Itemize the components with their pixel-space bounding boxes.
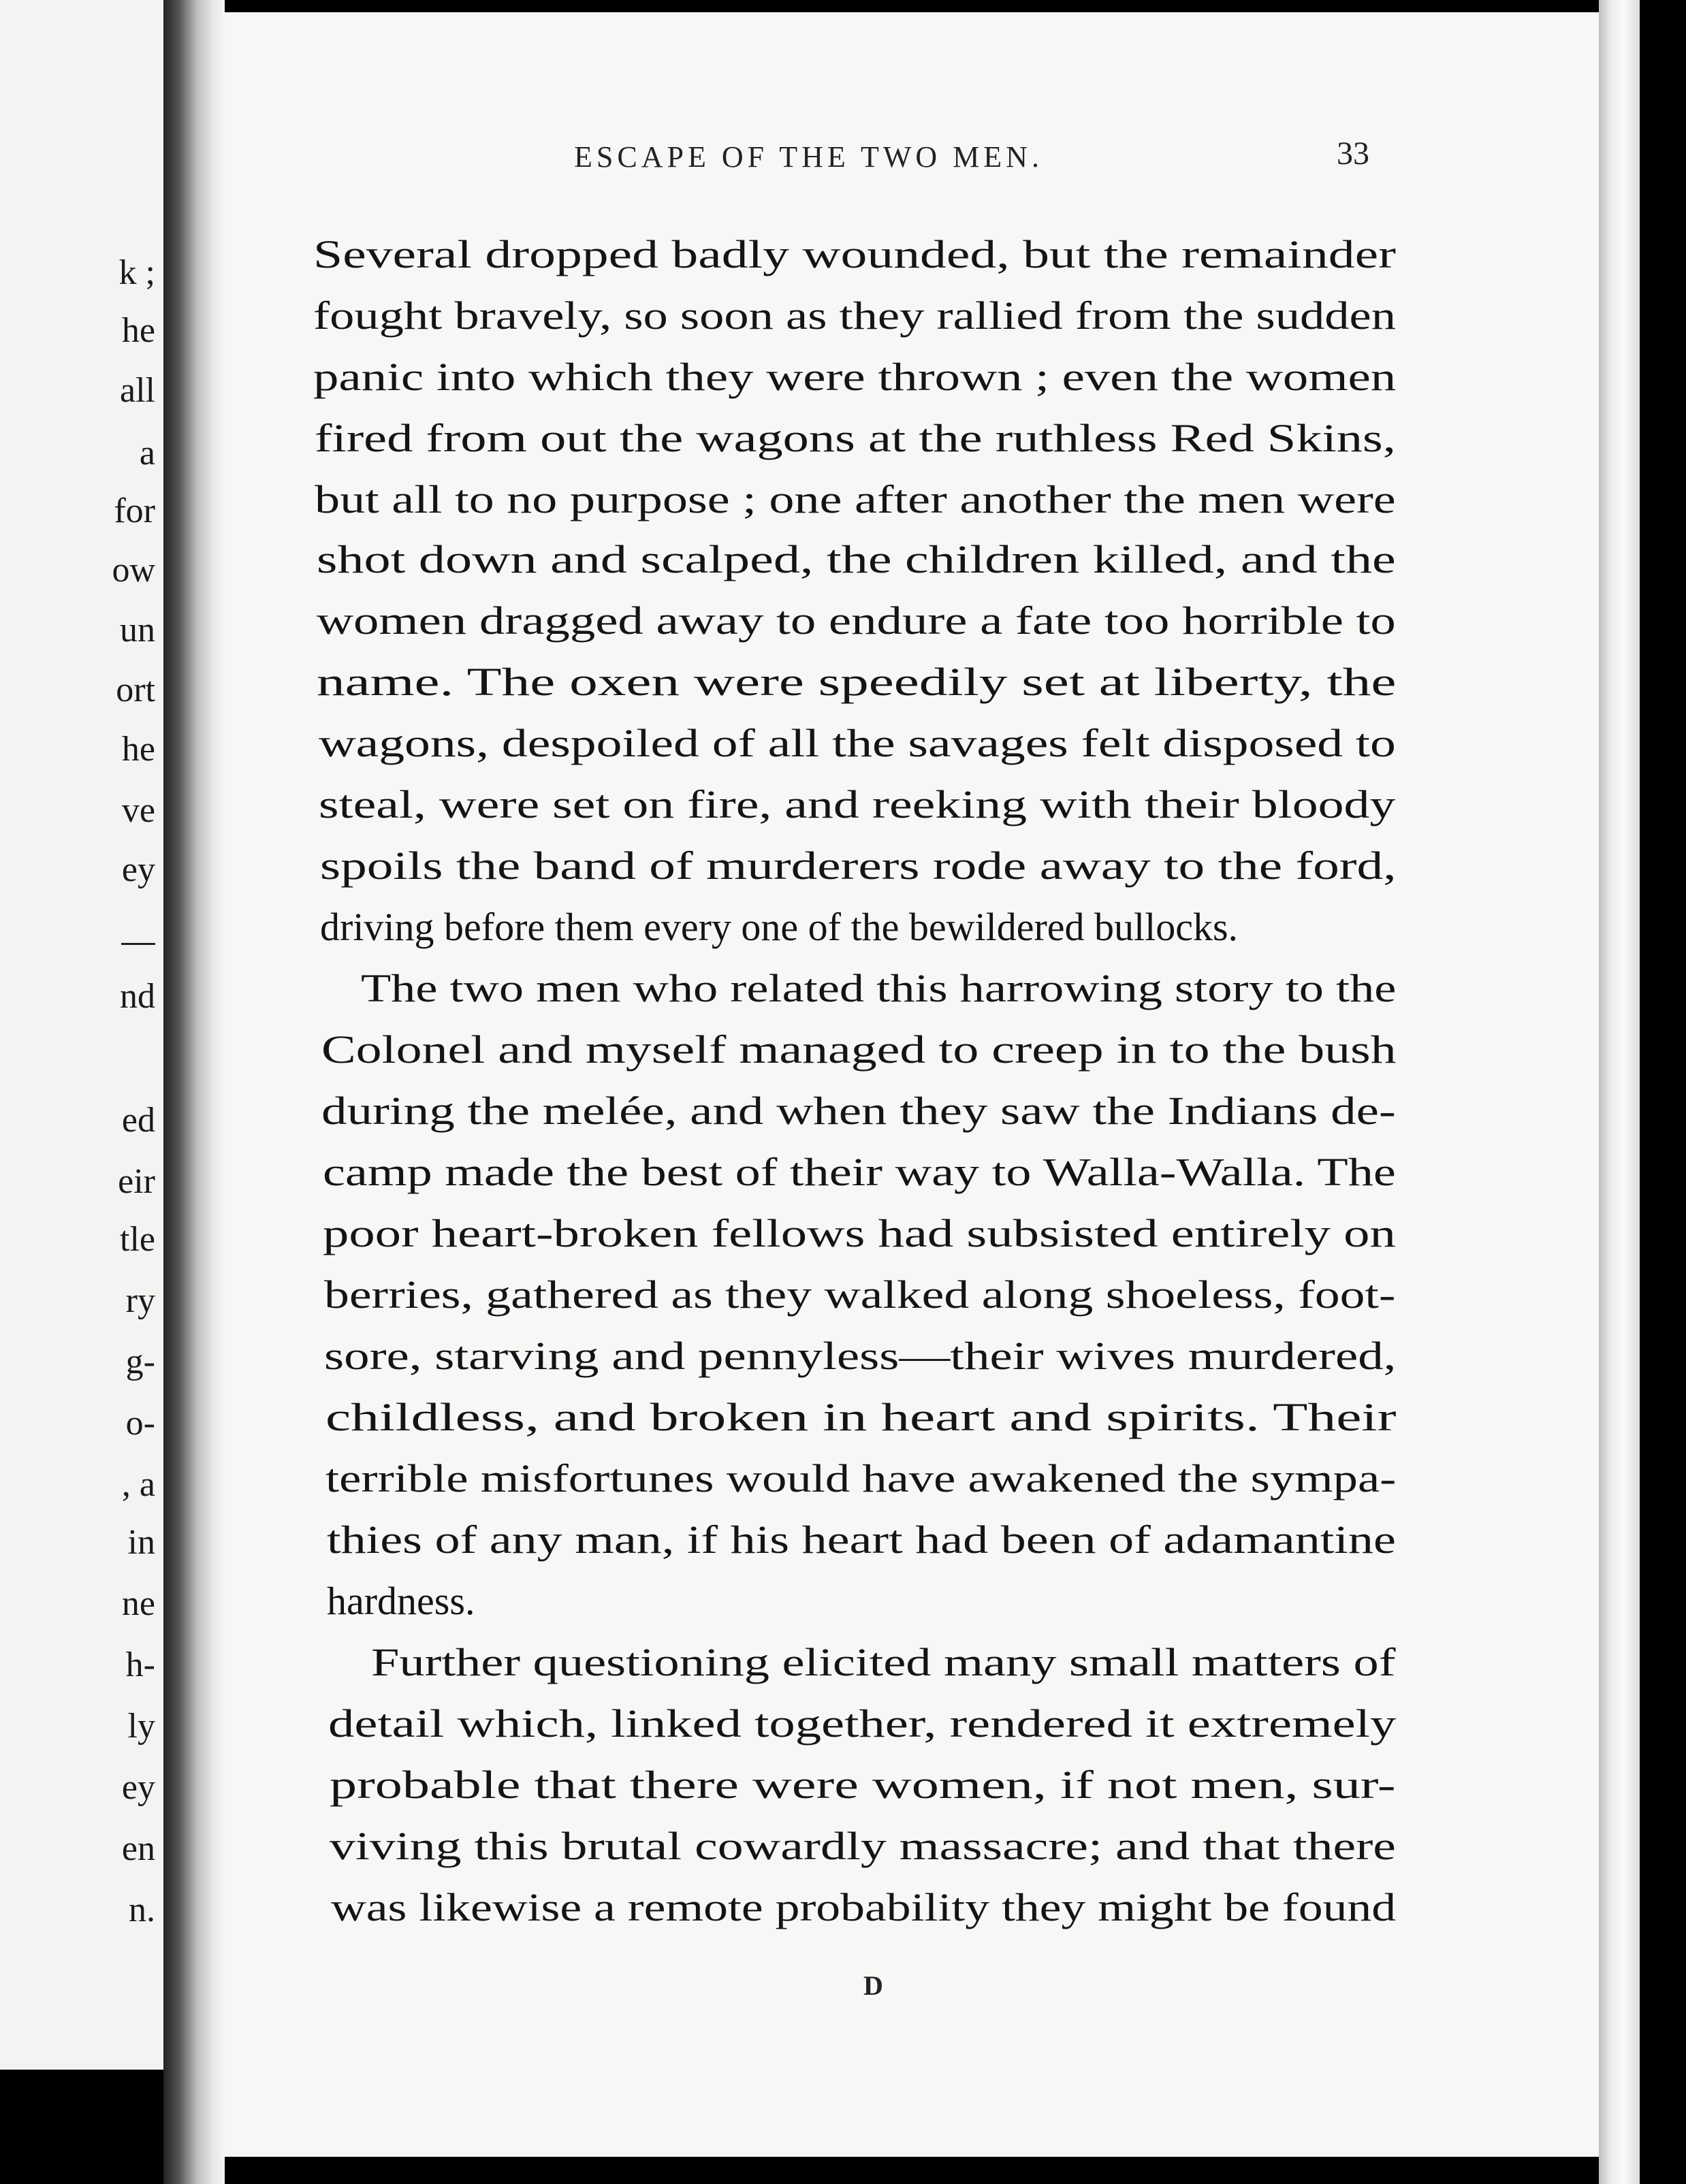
left-page-fragment: ow: [112, 551, 155, 590]
text-line: terrible misfortunes would have awakened the sympa-: [325, 1456, 1397, 1500]
left-page-fragment: ey: [121, 1768, 155, 1807]
left-page-fragment: nd: [120, 977, 155, 1016]
signature-mark: D: [863, 1970, 883, 2001]
left-page-fragment: eir: [118, 1162, 155, 1201]
page-number: 33: [1337, 135, 1369, 172]
text-line: sore, starving and pennyless—their wives murdered,: [324, 1334, 1397, 1378]
left-page-fragment: tle: [120, 1220, 155, 1259]
text-line: but all to no purpose ; one after another the men were: [315, 477, 1396, 521]
text-line: was likewise a remote probability they might be found: [331, 1885, 1397, 1929]
left-page-fragment: , a: [121, 1465, 155, 1504]
text-line: camp made the best of their way to Walla-Walla. The: [323, 1150, 1396, 1194]
left-page-fragment: in: [127, 1523, 155, 1562]
left-page-fragment: he: [121, 730, 155, 769]
text-line: panic into which they were thrown ; even the women: [313, 355, 1397, 399]
text-line: women dragged away to endure a fate too horrible to: [317, 598, 1396, 643]
book-gutter: [163, 0, 225, 2184]
text-line: poor heart-broken fellows had subsisted entirely on: [323, 1211, 1396, 1255]
text-line: The two men who related this harrowing story to the: [361, 966, 1397, 1010]
right-page-edge: [1599, 0, 1640, 2184]
left-page-fragment: g-: [125, 1343, 155, 1381]
text-line: shot down and scalped, the children killed, and the: [317, 537, 1396, 581]
left-page-fragment: a: [139, 434, 155, 472]
left-page-fragment: o-: [125, 1404, 155, 1443]
text-line: Further questioning elicited many small matters of: [371, 1640, 1396, 1684]
text-line: Several dropped badly wounded, but the remainder: [313, 232, 1397, 276]
left-facing-page: [0, 0, 163, 2070]
left-page-fragment: ly: [127, 1707, 155, 1746]
left-page-fragment: n.: [129, 1891, 155, 1929]
text-line: spoils the band of murderers rode away to the ford,: [320, 844, 1397, 888]
left-page-fragment: for: [114, 492, 155, 530]
left-page-fragment: h-: [125, 1645, 155, 1684]
left-page-fragment: un: [120, 611, 155, 649]
left-page-fragment: ry: [125, 1281, 155, 1320]
left-page-rule: [121, 943, 155, 945]
text-line: driving before them every one of the bewildered bullocks.: [320, 905, 1239, 949]
left-page-fragment: all: [120, 371, 155, 410]
text-line: berries, gathered as they walked along shoeless, foot-: [324, 1272, 1396, 1317]
left-page-fragment: he: [121, 311, 155, 350]
text-line: name. The oxen were speedily set at liberty, the: [317, 660, 1397, 704]
left-page-fragment: ed: [121, 1101, 155, 1140]
text-line: probable that there were women, if not men, sur-: [330, 1763, 1396, 1807]
running-head: ESCAPE OF THE TWO MEN.: [574, 140, 1043, 174]
text-line: childless, and broken in heart and spirits. Their: [325, 1395, 1397, 1439]
left-page-fragment: en: [121, 1829, 155, 1868]
text-line: thies of any man, if his heart had been of adamantine: [327, 1517, 1396, 1562]
left-page-fragment: ne: [121, 1584, 155, 1623]
text-line: fired from out the wagons at the ruthless Red Skins,: [315, 416, 1396, 460]
text-line: fought bravely, so soon as they rallied from the sudden: [313, 293, 1396, 338]
text-line: viving this brutal cowardly massacre; and that there: [330, 1824, 1396, 1868]
text-line: wagons, despoiled of all the savages felt disposed to: [319, 721, 1396, 765]
left-page-fragment: ve: [121, 791, 155, 830]
left-page-fragment: ey: [121, 850, 155, 889]
text-line: steal, were set on fire, and reeking with their bloody: [319, 782, 1396, 826]
text-line: during the melée, and when they saw the Indians de-: [321, 1089, 1396, 1133]
text-line: Colonel and myself managed to creep in to the bush: [321, 1027, 1397, 1072]
left-page-fragment: ort: [116, 671, 155, 709]
text-line: detail which, linked together, rendered it extremely: [328, 1701, 1397, 1746]
left-page-fragment: k ;: [118, 253, 155, 292]
text-line: hardness.: [327, 1579, 475, 1623]
